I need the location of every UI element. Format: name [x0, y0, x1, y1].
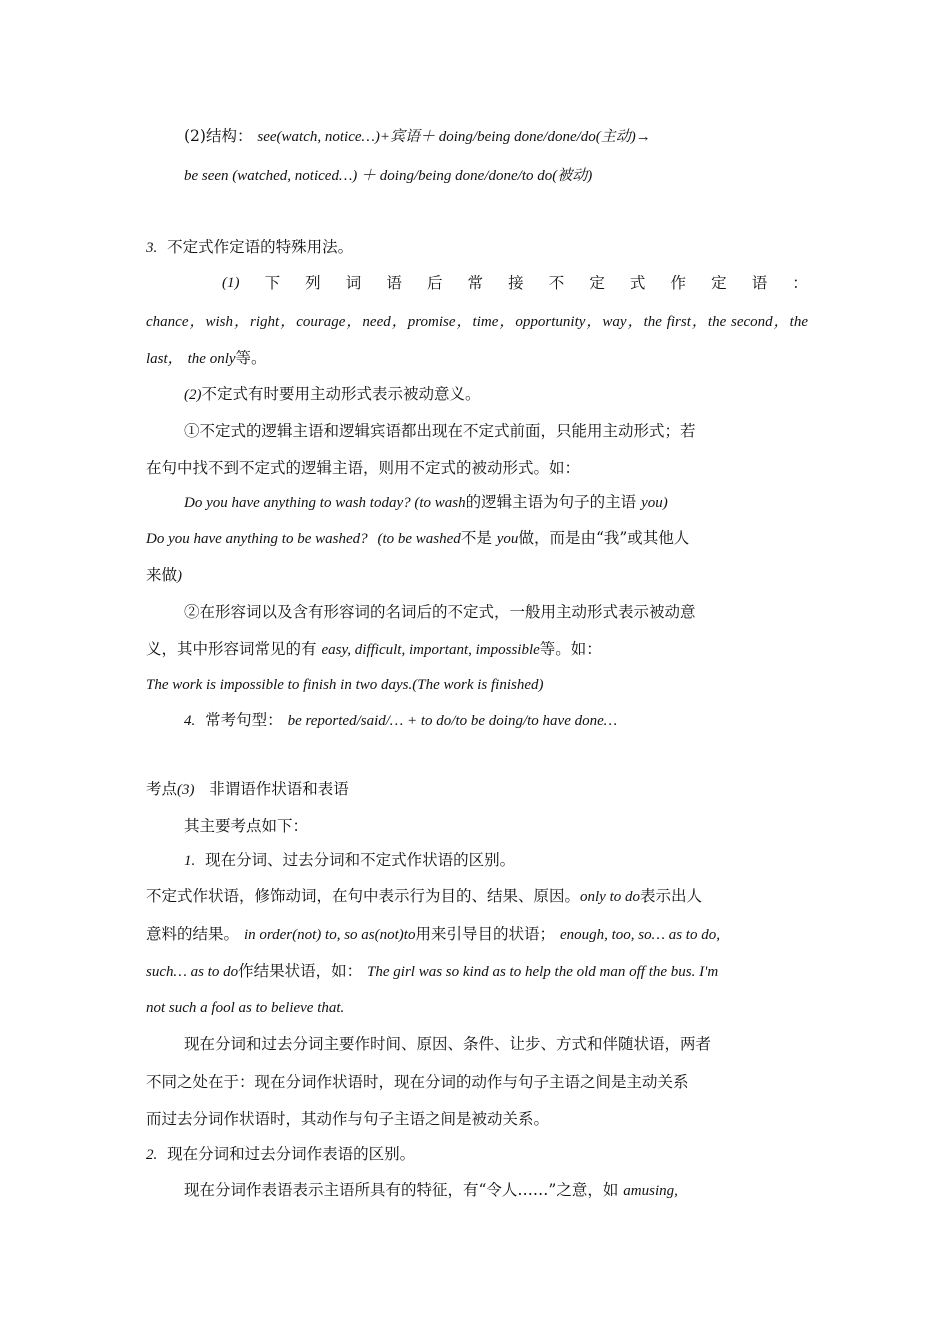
text: 等。如：: [539, 640, 602, 658]
text: 等。: [235, 349, 267, 367]
paragraph-line: [184, 602, 808, 622]
word: last，: [146, 351, 183, 367]
label: (2)结构：: [184, 127, 253, 145]
text: ①不定式的逻辑主语和逻辑宾语都出现在不定式前面，只能用主动形式；若: [184, 422, 696, 440]
paragraph-line: [146, 886, 808, 907]
section-number: 4.: [184, 713, 196, 729]
pattern-text: be seen (watched, noticed…) ＋ doing/being done/done/to do(被动): [184, 168, 593, 184]
word-list: chance，wish，right，courage，need，promise，time，opportunity，way，the first，the second，the: [146, 314, 808, 330]
text: 来做: [146, 566, 178, 584]
text: 表示出人: [640, 887, 703, 905]
paragraph-line: [146, 639, 808, 660]
paragraph-line: [146, 1109, 808, 1129]
char: ：: [792, 274, 808, 292]
sub-number: (1): [222, 275, 240, 291]
example-sentence: The work is impossible to finish in two days.(The work is finished): [146, 677, 544, 693]
spaced-subheading: [222, 273, 808, 293]
example-sentence: The girl was so kind as to help the old man off the bus. I'm: [367, 964, 719, 980]
text: 不定式有时要用主动形式表示被动意义。: [201, 385, 481, 403]
text: 作结果状语，如：: [238, 962, 363, 980]
text: 现在分词和过去分词主要作时间、原因、条件、让步、方式和伴随状语，两者: [184, 1035, 712, 1053]
text: 不同之处在于：现在分词作状语时，现在分词的动作与句子主语之间是主动关系: [146, 1073, 689, 1091]
paragraph-line: [146, 924, 808, 945]
text: 意料的结果。: [146, 925, 240, 943]
pattern-text: see(watch, notice…)+宾语＋ doing/being done/done/do(主动)→: [257, 129, 651, 145]
paragraph-line: [146, 997, 808, 1018]
char: 式: [629, 274, 646, 292]
phrase: in order(not) to, so as(not)to: [243, 927, 416, 943]
point-1: [184, 850, 808, 871]
kaodian-heading: [146, 779, 808, 800]
text: 用来引导目的状语；: [415, 925, 555, 943]
section-title: 常考句型：: [205, 711, 283, 729]
word-list-line: [146, 311, 808, 331]
char: 语: [751, 274, 768, 292]
text: 义，其中形容词常见的有: [146, 640, 317, 658]
structure-line-passive: [184, 165, 808, 186]
section-title: 不定式作定语的特殊用法。: [167, 238, 354, 256]
text: 考点: [146, 780, 178, 798]
example-line: [146, 674, 808, 695]
char: 不: [548, 274, 565, 292]
text: 不是: [460, 529, 492, 547]
text: ②在形容词以及含有形容词的名词后的不定式，一般用主动形式表示被动意: [184, 603, 696, 621]
pattern-text: be reported/said/… + to do/to be doing/to have done…: [287, 713, 618, 729]
char: 下: [264, 274, 281, 292]
paragraph-line: [184, 421, 808, 441]
char: 接: [508, 274, 524, 292]
char: 作: [670, 274, 687, 292]
char: 定: [711, 274, 727, 292]
subpoint-2: [184, 384, 808, 405]
section-number: 3.: [146, 240, 158, 256]
paragraph-line: [146, 458, 808, 478]
paragraph-line: [184, 1034, 808, 1054]
number: 2.: [146, 1147, 158, 1163]
word-list-line-end: [146, 348, 808, 369]
char: 定: [589, 274, 605, 292]
example-line: [146, 528, 808, 549]
example-word: you): [641, 495, 668, 511]
phrase: enough, too, so… as to do,: [559, 927, 720, 943]
paragraph-line: [184, 1180, 808, 1201]
example-word: (to be washed: [377, 531, 461, 547]
char: 词: [345, 274, 362, 292]
section-heading-3: [146, 237, 808, 258]
text: 现在分词和过去分词作表语的区别。: [167, 1145, 416, 1163]
phrase: only to do: [580, 889, 641, 905]
paragraph-line: [146, 961, 808, 982]
example-sentence: Do you have anything to wash today? (to wash: [184, 495, 466, 511]
text: 的逻辑主语为句子的主语: [465, 493, 637, 511]
example-line-end: [146, 565, 808, 586]
example-sentence: not such a fool as to believe that.: [146, 1000, 345, 1016]
paragraph-line: [146, 1072, 808, 1092]
section-heading-4: [184, 710, 808, 731]
text: 而过去分词作状语时，其动作与句子主语之间是被动关系。: [146, 1110, 550, 1128]
char: 常: [467, 274, 484, 292]
text: 不定式作状语，修饰动词，在句中表示行为目的、结果、原因。: [146, 887, 581, 905]
char: 后: [426, 274, 443, 292]
paragraph-line: [184, 816, 808, 836]
char: 语: [386, 274, 402, 292]
text: 现在分词作表语表示主语所具有的特征，有“令人……”之意，如: [184, 1181, 619, 1199]
example-line: [184, 492, 808, 513]
text: 其主要考点如下：: [184, 817, 309, 835]
text: 现在分词、过去分词和不定式作状语的区别。: [205, 851, 516, 869]
word: amusing,: [623, 1183, 678, 1199]
example-sentence: Do you have anything to be washed?: [146, 531, 368, 547]
text: 非谓语作状语和表语: [209, 780, 349, 798]
paren: ): [177, 568, 183, 584]
phrase: such… as to do: [146, 964, 239, 980]
point-2: [146, 1144, 808, 1165]
text: 做，而是由“我”或其他人: [518, 529, 690, 547]
word: the only: [187, 351, 236, 367]
example-word: you: [496, 531, 519, 547]
structure-line-active: [184, 126, 808, 147]
adjective-list: easy, difficult, important, impossible: [321, 642, 540, 658]
text: 在句中找不到不定式的逻辑主语，则用不定式的被动形式。如：: [146, 459, 581, 477]
sub-number: (2): [184, 387, 202, 403]
char: 列: [305, 274, 321, 292]
number: 1.: [184, 853, 196, 869]
number: (3): [177, 782, 195, 798]
